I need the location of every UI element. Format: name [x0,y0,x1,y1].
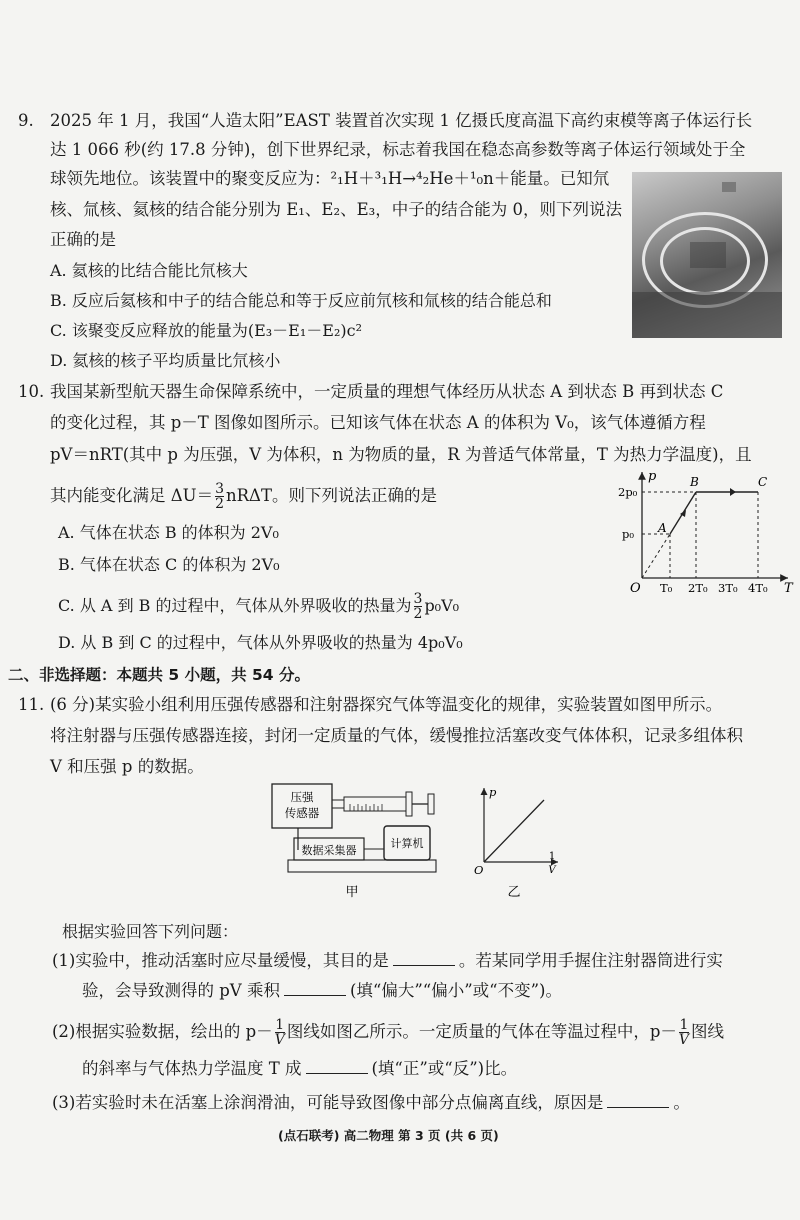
connector-tube [332,800,344,808]
q11-sub3-text-a: (3)若实验时未在活塞上涂润滑油，可能导致图像中部分点偏离直线，原因是 [52,1093,604,1112]
section-2-heading: 二、非选择题：本题共 5 小题，共 54 分。 [8,666,310,684]
q10-option-a: A. 气体在状态 B 的体积为 2V₀ [58,523,279,542]
q11-sub1-text-d: (填“偏大”“偏小”或“不变”)。 [349,981,562,1000]
origin-label-2: O [474,863,484,877]
x-axis-frac-den: V [548,865,556,876]
q10-line-4-pre: 其内能变化满足 ΔU＝ [50,486,214,505]
q10-option-c-text: C. 从 A 到 B 的过程中，气体从外界吸收的热量为 [58,596,412,615]
q11-sub1-text-c: 验，会导致测得的 pV 乘积 [82,981,280,1000]
q11-intro: 根据实验回答下列问题： [62,922,239,941]
q10-line-3: pV＝nRT(其中 p 为压强，V 为体积，n 为物质的量，R 为普适气体常量，T 为热力学温度)，且 [50,445,752,464]
q9-line-3: 球领先地位。该装置中的聚变反应为：²₁H＋³₁H→⁴₂He＋¹₀n＋能量。已知氘 [50,169,610,188]
p-t-graph [612,466,796,596]
point-b-label: B [690,475,699,489]
point-a-label: A [658,521,667,535]
q10-line-2: 的变化过程，其 p－T 图像如图所示。已知该气体在状态 A 的体积为 V₀，该气体遵循方程 [50,413,706,432]
q10-option-d: D. 从 B 到 C 的过程中，气体从外界吸收的热量为 4p₀V₀ [58,633,463,652]
q9-number: 9. [18,111,34,130]
q11-sub2-text-d: 的斜率与气体热力学温度 T 成 [82,1059,302,1078]
q11-line-1: (6 分)某实验小组利用压强传感器和注射器探究气体等温变化的规律，实验装置如图甲所示。 [50,695,723,714]
q11-sub2-line2 [82,1058,517,1080]
q11-sub2-text-b: 图线如图乙所示。一定质量的气体在等温过程中，p－ [286,1022,677,1041]
q11-frac2-num: 1 [679,1017,689,1033]
q9-option-d: D. 氦核的核子平均质量比氘核小 [50,351,281,370]
q9-line-2: 达 1 066 秒(约 17.8 分钟)，创下世界纪录，标志着我国在稳态高参数等离子体运行领域处于全 [50,140,746,159]
q11-line-3: V 和压强 p 的数据。 [50,757,204,776]
q11-frac1-den: V [274,1032,285,1048]
p-axis-label: p [648,469,657,484]
plunger-handle [428,794,434,814]
t-axis-label: T [784,581,793,596]
q11-sub2-text-e: (填“正”或“反”)比。 [371,1059,518,1078]
q11-frac2-den: V [678,1032,689,1048]
q11-sub1-text-b: 。若某同学用手握住注射器筒进行实 [458,951,723,970]
p-axis-label-2: p [489,785,497,799]
q11-number: 11. [18,695,45,714]
q11-sub2-text-a: (2)根据实验数据，绘出的 p－ [52,1022,273,1041]
q11-sub1-line2 [82,980,562,1002]
q10-option-c-frac-num: 3 [413,591,423,607]
answer-blank-4[interactable] [607,1107,669,1108]
computer-label: 计算机 [390,837,424,850]
q10-line-1: 我国某新型航天器生命保障系统中，一定质量的理想气体经历从状态 A 到状态 B 再到状态 C [50,382,724,401]
figure-jia-label: 甲 [345,885,359,900]
sensor-label-2: 传感器 [284,806,320,820]
q9-option-a: A. 氦核的比结合能比氘核大 [50,261,248,280]
syringe-flange [406,792,412,816]
q10-line-4-post: nRΔT。则下列说法正确的是 [226,486,437,505]
answer-blank-3[interactable] [306,1073,368,1074]
q9-line-5: 正确的是 [50,230,116,249]
q10-option-b: B. 气体在状态 C 的体积为 2V₀ [58,555,280,574]
q11-sub1-text-a: (1)实验中，推动活塞时应尽量缓慢，其目的是 [52,951,389,970]
q10-number: 10. [18,382,45,401]
point-c-label: C [758,475,768,489]
q9-option-b: B. 反应后氦核和中子的结合能总和等于反应前氘核和氚核的结合能总和 [50,291,552,310]
answer-blank-1[interactable] [393,965,455,966]
x-tick-2t0: 2T₀ [688,581,708,595]
q9-line-1: 2025 年 1 月，我国“人造太阳”EAST 装置首次实现 1 亿摄氏度高温下高约束模等离子体运行长 [50,111,753,130]
origin-to-a-dashed [642,534,670,578]
q11-sub2-line1 [52,1018,724,1047]
y-tick-p0: p₀ [622,527,634,541]
q9-option-c: C. 该聚变反应释放的能量为(E₃－E₁－E₂)c² [50,321,362,340]
data-collector-label: 数据采集器 [301,844,357,857]
q10-option-c [58,592,459,621]
answer-blank-2[interactable] [284,995,346,996]
sensor-label-1: 压强 [290,790,314,804]
page-footer: (点石联考) 高二物理 第 3 页 (共 6 页) [278,1128,499,1143]
syringe-scale [350,804,382,811]
q10-option-c-tail: p₀V₀ [424,596,460,615]
q10-line-4 [50,482,437,511]
q10-option-c-frac-den: 2 [413,606,423,622]
q11-frac1-num: 1 [275,1017,285,1033]
q10-frac-den: 2 [215,496,224,512]
q9-line-4: 核、氚核、氦核的结合能分别为 E₁、E₂、E₃，中子的结合能为 0，则下列说法 [50,200,622,219]
q11-sub3 [52,1092,690,1114]
x-tick-t0: T₀ [660,581,673,595]
apparatus-figure [268,780,448,900]
base-platform [288,860,436,872]
y-tick-2p0: 2p₀ [618,485,638,499]
q11-sub1-line1 [52,950,723,972]
q10-frac-num: 3 [215,481,224,497]
q11-line-2: 将注射器与压强传感器连接，封闭一定质量的气体，缓慢推拉活塞改变气体体积，记录多组体积 [50,726,743,745]
origin-label: O [630,581,641,596]
x-tick-3t0: 3T₀ [718,581,738,595]
p-invv-graph [472,782,572,900]
proportional-line [484,800,544,862]
syringe-barrel [344,797,406,811]
x-axis-frac-num: 1 [548,851,556,862]
q11-sub3-text-b: 。 [673,1093,690,1112]
east-device-photo [632,172,782,338]
flag-icon [722,182,736,192]
x-tick-4t0: 4T₀ [748,581,768,595]
figure-yi-label: 乙 [507,885,521,900]
q11-sub2-text-c: 图线 [691,1022,724,1041]
segment-bc-arrow [730,488,736,496]
